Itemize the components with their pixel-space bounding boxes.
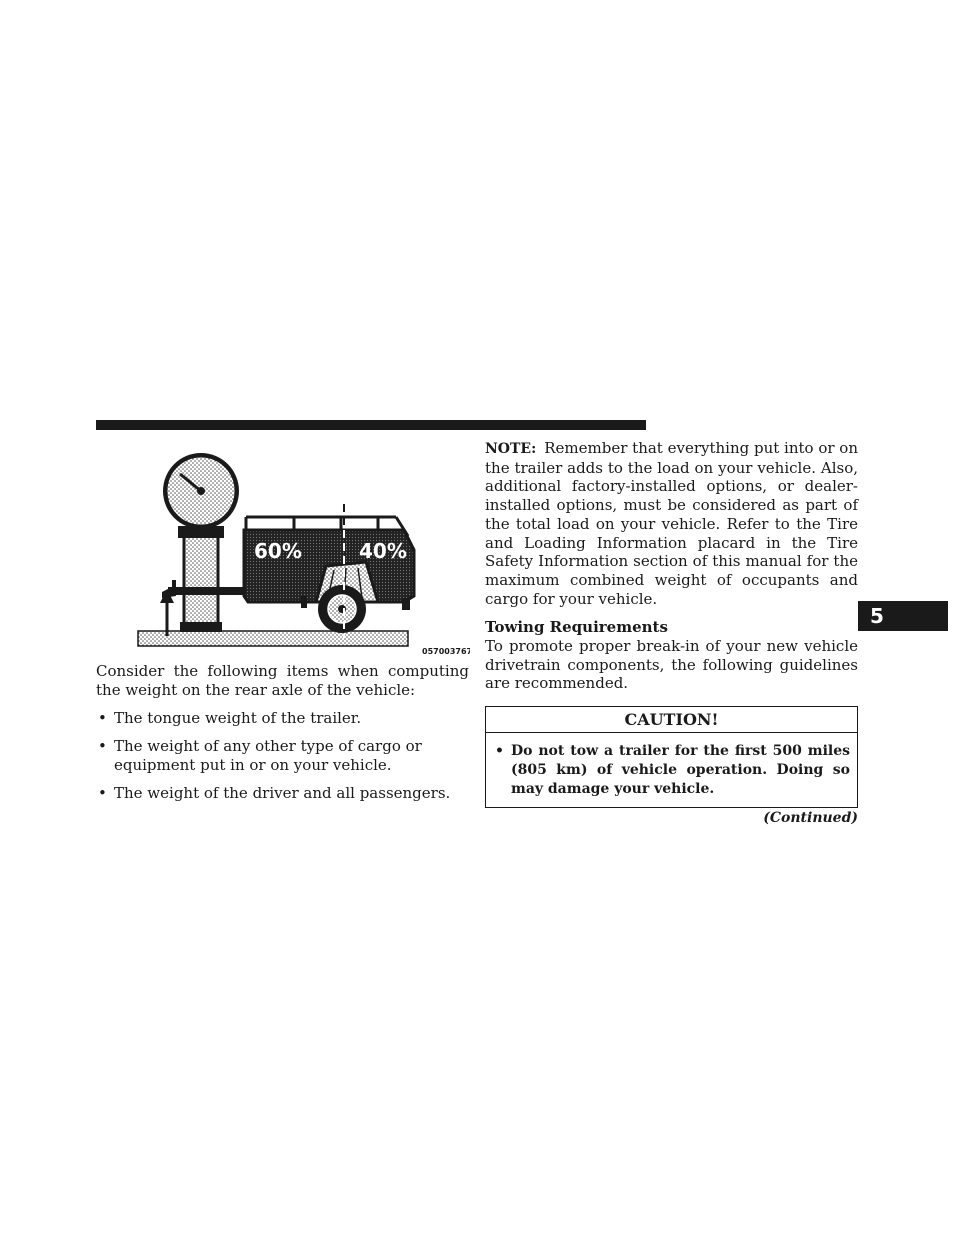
header-rule [96,420,646,430]
caution-text: • Do not tow a trailer for the first 500 miles (805 km) of vehicle operation. Doing so may damage your vehicle. [486,733,857,807]
chapter-tab [858,601,948,631]
right-percent-label: 40% [359,539,407,563]
scale-base [180,622,222,632]
note-text: Remember that everything put into or on the trailer adds to the load on your vehicle. Also, additional factory-installed options, or dealer-installed options, must be considered as part of the total load on your vehicle. Refer to the Tire and Loading Information placard in the Tire Safety Information section of this manual for the maximum combined weight of occupants and cargo for your vehicle. [485,439,858,608]
intro-paragraph: Consider the following items when computing the weight on the rear axle of the vehicle: [96,662,469,699]
continued-label: (Continued) [763,810,858,827]
note-label: NOTE: [485,441,537,457]
tongue-weight-figure [96,446,470,658]
left-percent-label: 60% [254,539,302,563]
figure-code: 057003767 [422,647,470,656]
right-column [485,439,858,826]
caution-box [485,706,858,808]
list-item: • The tongue weight of the trailer. [96,709,469,728]
weight-items-list [96,709,469,802]
scale-gauge-icon [163,453,239,529]
trailer-wheel-icon [318,585,366,633]
trailer-tongue [168,587,254,595]
section-heading: Towing Requirements [485,618,668,637]
list-item: • The weight of the driver and all passengers. [96,784,469,803]
ground-strip [138,631,408,646]
scale-column [184,536,218,626]
chapter-number: 5 [870,604,884,628]
towing-paragraph: To promote proper break-in of your new vehicle drivetrain components, the following guidelines are recommended. [485,637,858,693]
left-column [96,662,469,811]
caution-title: CAUTION! [486,707,857,733]
list-item: • The weight of any other type of cargo or equipment put in or on your vehicle. [96,737,469,774]
note-paragraph [485,439,858,608]
